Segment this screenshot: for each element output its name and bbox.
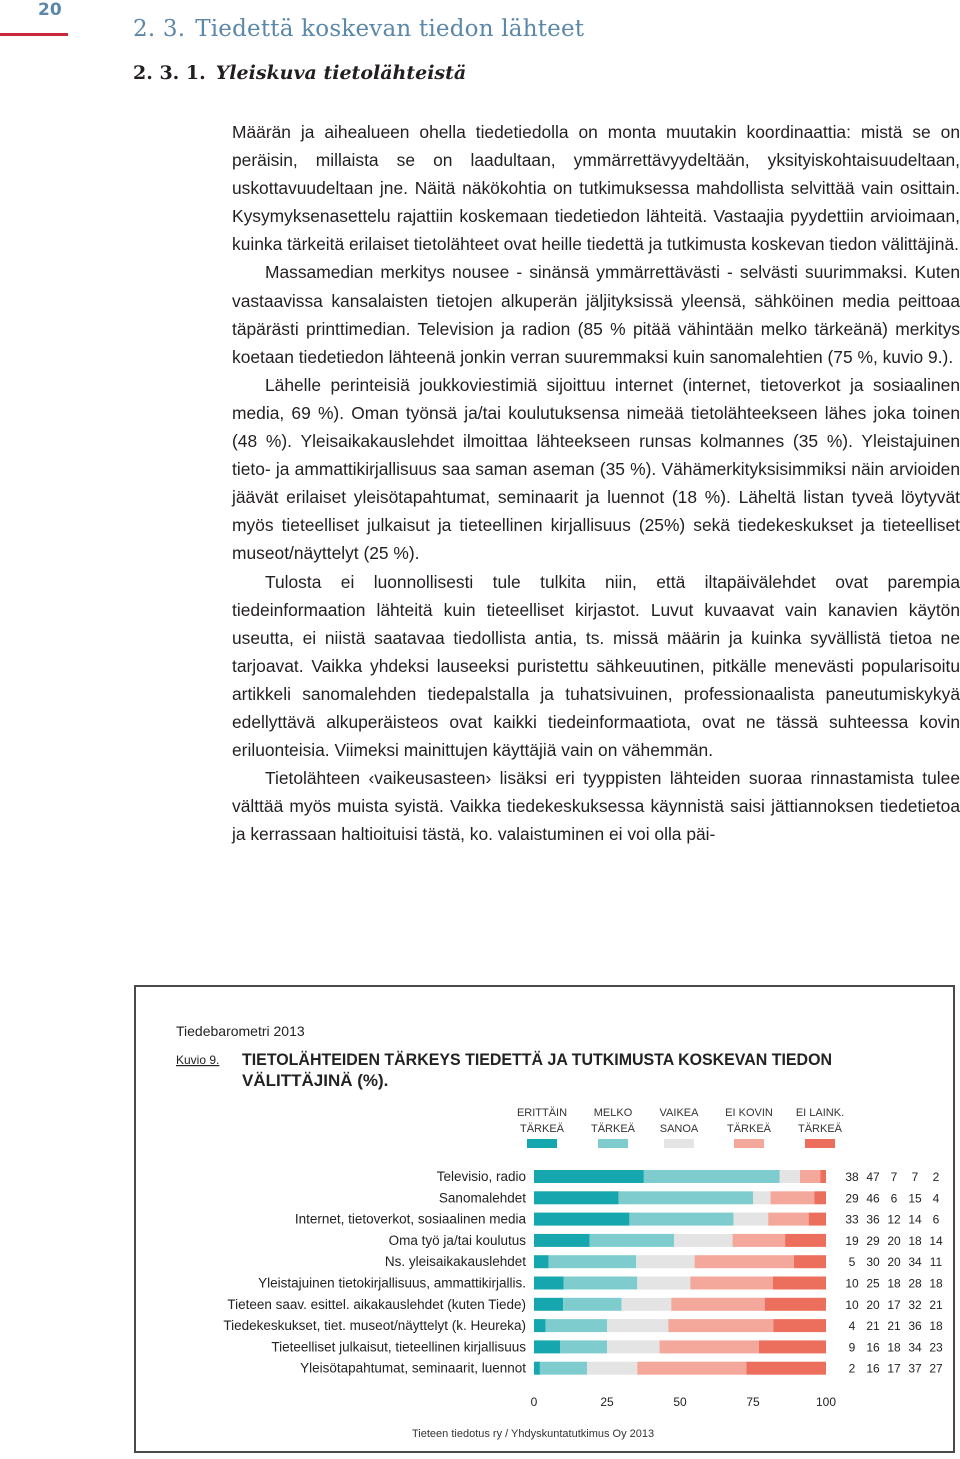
page-number-rule [0,33,68,36]
bar-segment [674,1234,732,1247]
data-label: 21 [929,1297,943,1312]
bar-segment [809,1213,826,1226]
bar-segment [814,1191,826,1204]
data-label: 14 [908,1212,922,1227]
bar-segment [785,1234,826,1247]
legend-swatch [598,1139,628,1148]
data-label: 18 [929,1319,943,1334]
bar-segment [771,1191,815,1204]
bar-segment [637,1277,690,1290]
bar-segment [534,1191,619,1204]
chart-source-label: Tiedebarometri 2013 [176,1023,305,1039]
category-label: Yleisötapahtumat, seminaarit, luennot [300,1360,526,1376]
bar-segment [534,1170,644,1183]
bar-segment [733,1234,786,1247]
body-text [232,118,960,848]
legend-label: TÄRKEÄ [797,1123,843,1135]
paragraph: Massamedian merkitys nousee - sinänsä ymmärrettävästi - selvästi suurimmaksi. Kuten vastaavissa kansalaisten tietojen alkuperän jäljityksissä yleensä, sähköinen media peittoaa täpärästi printtimedian. Television ja radion (85 % pitää vähintään melko tärkeänä) merkitys koetaan tiedetiedon lähteenä jonkin verran suuremmaksi kuin sanomalehtien (75 %, kuvio 9.). [232,262,960,367]
bar-segment [773,1319,826,1332]
bar-segment [534,1298,563,1311]
data-label: 34 [908,1255,922,1270]
chart-title-line: TIETOLÄHTEIDEN TÄRKEYS TIEDETTÄ JA TUTKIMUSTA KOSKEVAN TIEDON [242,1050,832,1069]
data-label: 4 [932,1191,940,1206]
bar-segment [534,1213,629,1226]
data-label: 47 [866,1170,880,1184]
bar-segment [619,1191,753,1204]
data-label: 6 [890,1191,898,1206]
data-label: 10 [845,1276,859,1291]
x-tick-label: 75 [746,1395,760,1409]
data-label: 7 [890,1170,898,1184]
bar-segment [768,1213,808,1226]
data-label: 37 [908,1361,922,1376]
legend-label: ERITTÄIN [516,1107,568,1119]
bar-segment [780,1170,800,1183]
x-tick-label: 25 [600,1395,614,1409]
bar-segment [695,1255,794,1268]
bar-segment [637,1362,746,1375]
chart-figure-label: Kuvio 9. [176,1053,220,1067]
data-label: 16 [866,1340,880,1355]
data-label: 7 [911,1170,919,1184]
data-label: 17 [887,1361,901,1376]
bar-segment [534,1340,560,1353]
legend-label: SANOA [659,1123,699,1135]
bar-segment [563,1298,621,1311]
data-label: 29 [866,1233,880,1248]
figure-9 [134,985,955,1453]
bar-segment [753,1191,771,1204]
bar-segment [589,1234,674,1247]
data-label: 5 [848,1255,856,1270]
data-label: 18 [929,1276,943,1291]
bar-segment [563,1277,637,1290]
bar-segment [765,1298,826,1311]
bar-segment [820,1170,826,1183]
data-label: 30 [866,1255,880,1270]
data-label: 23 [929,1340,943,1355]
bar-segment [534,1234,589,1247]
bar-segment [660,1340,759,1353]
data-label: 28 [908,1276,922,1291]
category-label: Oma työ ja/tai koulutus [388,1232,526,1248]
paragraph: Lähelle perinteisiä joukkoviestimiä sijoittuu internet (internet, tietoverkot ja sosiaalinen media, 69 %). Oman työnsä ja/tai koulutuksensa nimeää tietolähteekseen lähes joka toinen (48 %). Yleisaikakauslehdet ilmoittaa lähteekseen runsas kolmannes (35 %). Yleistajuinen tieto- ja ammattikirjallisuus saa saman aseman (35 %). Vähämerkityksisimmiksi näin arvioiden jäävät erilaiset yleisötapahtumat, seminaarit ja luennot (18 %). Läheltä listan tyveä löytyvät myös tieteelliset julkaisut ja tieteellinen kirjallisuus (25%) sekä tiedekeskukset ja tieteelliset museot/näyttelyt (25 %). [232,374,960,564]
data-label: 16 [866,1361,880,1376]
bar-segment [773,1277,826,1290]
legend-swatch [527,1139,557,1148]
subsection-title [133,62,466,84]
data-label: 34 [908,1340,922,1355]
bar-segment [622,1298,672,1311]
legend-label: TÄRKEÄ [519,1123,565,1135]
data-label: 25 [866,1276,880,1291]
stacked-bar-chart [136,987,953,1451]
legend-label: EI LAINK. [795,1107,845,1119]
bar-segment [629,1213,733,1226]
category-label: Tieteen saav. esittel. aikakauslehdet (kuten Tiede) [227,1296,526,1312]
legend-label: MELKO [593,1107,633,1119]
data-label: 9 [848,1340,856,1355]
data-label: 18 [887,1276,901,1291]
bar-segment [800,1170,820,1183]
data-label: 29 [845,1191,859,1206]
data-label: 2 [932,1170,940,1184]
category-label: Tieteelliset julkaisut, tieteellinen kirjallisuus [271,1339,526,1355]
x-tick-label: 0 [530,1395,538,1409]
data-label: 38 [845,1170,859,1184]
bar-segment [560,1340,607,1353]
data-label: 27 [929,1361,943,1376]
bar-segment [759,1340,826,1353]
section-title [133,16,584,42]
data-label: 20 [866,1297,880,1312]
data-label: 21 [866,1319,880,1334]
paragraph: Tulosta ei luonnollisesti tule tulkita niin, että iltapäivälehdet ovat parempia tiedeinformaation lähteitä kuin tieteelliset kirjastot. Luvut kuvaavat vain kanavien käytön useutta, ei niistä saatavaa tiedollista antia, ts. missä määrin ja kuinka syvällistä tietoa ne tarjoavat. Vaikka yhdeksi lauseeksi puristettu sähkeuutinen, pitkälle menevästi popularisoitu artikkeli sanomalehden tiedepalstalla ja tuhatsivuinen, professionaalista paneutumiskykyä edellyttävä alkuperäisteos ovat kaikki tiedeinformaatiota, ovat ne tässä suhteessa kovin eriluonteisia. Viimeksi mainittujen käyttäjiä vain on vähemmän. [232,571,960,761]
data-label: 14 [929,1233,943,1248]
subsection-title-text: Yleiskuva tietolähteistä [215,62,467,84]
category-label: Sanomalehdet [438,1190,526,1206]
bar-segment [644,1170,780,1183]
legend-swatch [734,1139,764,1148]
paragraph: Määrän ja aihealueen ohella tiedetiedolla on monta muutakin koordinaattia: mistä se on peräisin, millaista se on laadultaan, ymmärrettävyydeltään, yksityiskohtaisuudeltaan, uskottavuudeltaan jne. Näitä näkökohtia on tutkimuksessa mahdollista selvittää vain osittain. Kysymyksenasettelu rajattiin koskemaan tiedetiedon lähteitä. Vastaajia pyydettiin arvioimaan, kuinka tärkeitä erilaiset tietolähteet ovat heille tiedettä ja tutkimusta koskevan tiedon välittäjinä. [232,122,960,255]
legend-swatch [805,1139,835,1148]
category-label: Tiedekeskukset, tiet. museot/näyttelyt (k. Heureka) [223,1318,526,1334]
data-label: 20 [887,1233,901,1248]
bar-segment [668,1319,773,1332]
data-label: 4 [848,1319,856,1334]
category-label: Ns. yleisaikakauslehdet [384,1254,526,1270]
paragraph: Tietolähteen ‹vaikeusasteen› lisäksi eri tyyppisten lähteiden suoraa rinnastamista tulee välttää myös muista syistä. Vaikka tiedekeskuksessa käynnistä saisi jättiannoksen tiedetietoa ja kerrassaan haltioituisi tästä, ko. valaistuminen ei voi olla päi- [232,768,960,845]
chart-footer: Tieteen tiedotus ry / Yhdyskuntatutkimus Oy 2013 [412,1428,655,1440]
bar-segment [794,1255,826,1268]
bar-segment [746,1362,826,1375]
legend-label: EI KOVIN [725,1107,773,1119]
bar-segment [534,1319,546,1332]
data-label: 18 [908,1233,922,1248]
bar-segment [607,1319,668,1332]
bar-segment [690,1277,773,1290]
data-label: 20 [887,1255,901,1270]
data-label: 36 [866,1212,880,1227]
page-number: 20 [38,0,62,20]
bar-segment [546,1319,607,1332]
data-label: 21 [887,1319,901,1334]
bar-segment [534,1362,540,1375]
legend-label: VAIKEA [659,1107,699,1119]
x-tick-label: 100 [815,1395,837,1409]
data-label: 19 [845,1233,859,1248]
data-label: 10 [845,1297,859,1312]
bar-segment [540,1362,587,1375]
data-label: 11 [929,1255,943,1270]
category-label: Televisio, radio [436,1169,526,1184]
bar-segment [607,1340,660,1353]
data-label: 6 [932,1212,940,1227]
bar-segment [534,1255,549,1268]
data-label: 12 [887,1212,901,1227]
bar-segment [636,1255,694,1268]
legend-swatch [664,1139,694,1148]
legend-label: TÄRKEÄ [590,1123,636,1135]
subsection-number: 2. 3. 1. [133,62,206,84]
bar-segment [733,1213,768,1226]
bar-segment [671,1298,764,1311]
x-tick-label: 50 [673,1395,687,1409]
data-label: 18 [887,1340,901,1355]
category-label: Yleistajuinen tietokirjallisuus, ammattikirjallis. [258,1275,526,1291]
data-label: 33 [845,1212,859,1227]
data-label: 15 [908,1191,922,1206]
legend-label: TÄRKEÄ [726,1123,772,1135]
category-label: Internet, tietoverkot, sosiaalinen media [294,1211,526,1227]
chart-title-line: VÄLITTÄJINÄ (%). [242,1071,389,1090]
section-title-text: Tiedettä koskevan tiedon lähteet [195,16,585,42]
bar-segment [534,1277,563,1290]
bar-segment [549,1255,637,1268]
data-label: 46 [866,1191,880,1206]
data-label: 36 [908,1319,922,1334]
section-number: 2. 3. [133,16,186,42]
bar-segment [587,1362,637,1375]
data-label: 32 [908,1297,922,1312]
data-label: 17 [887,1297,901,1312]
data-label: 2 [848,1361,856,1376]
